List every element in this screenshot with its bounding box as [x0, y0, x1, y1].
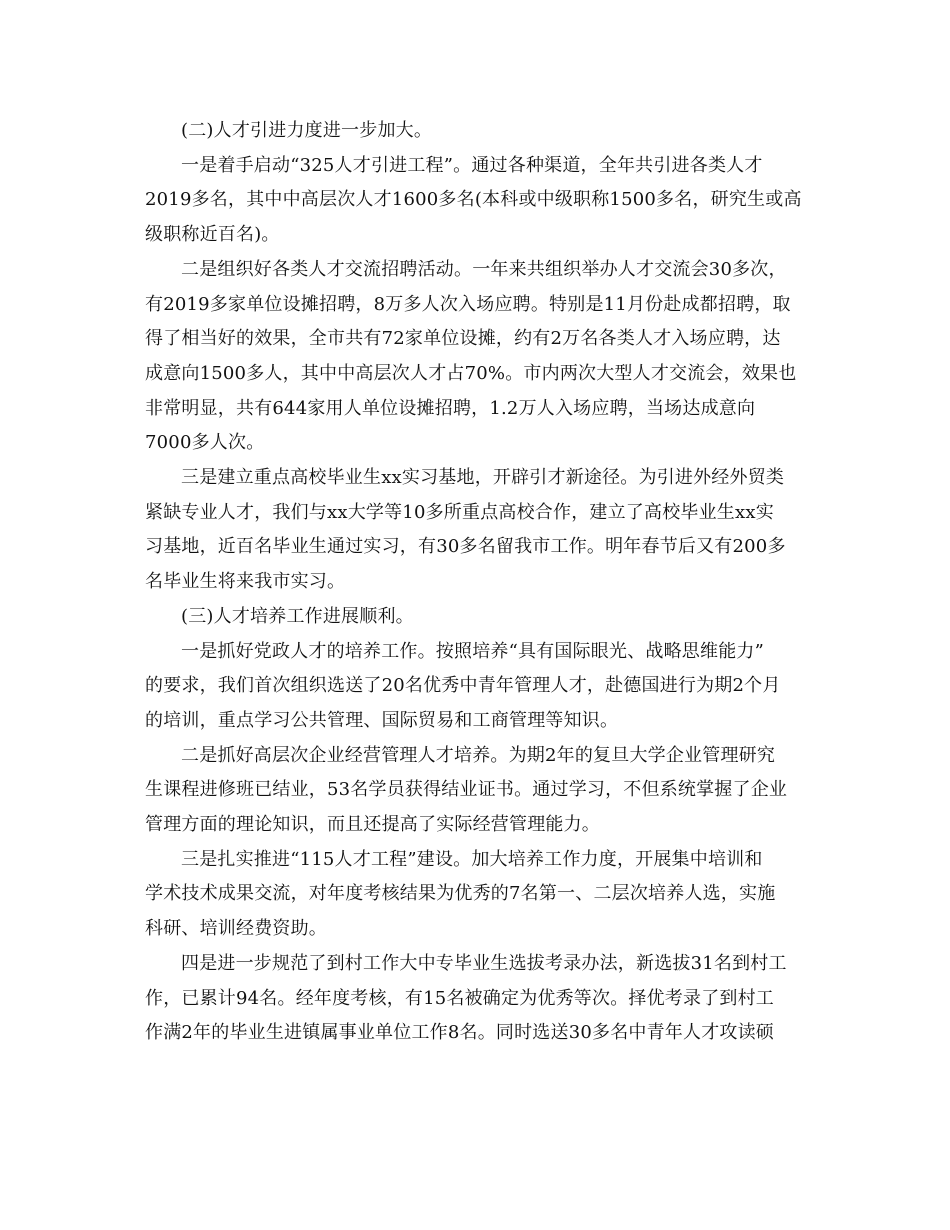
paragraph-recruitment-activities: 二是组织好各类人才交流招聘活动。一年来共组织举办人才交流会30多次， 有2019多家单位设摊招聘，8万多人次入场应聘。特别是11月份赴成都招聘，取 得了相当好的效果，全市共有72家单位设摊，约有2万名各类人才入场应聘，达 成意向1500多人，其中中高层次人才占70%。市内两次大型人才交流会，效果也 非常明显，共有644家用人单位设摊招聘，1.2万人入场应聘，当场达成意向 7000多人次。 [145, 258, 797, 454]
document-body [145, 114, 805, 1051]
paragraph-115-project: 三是扎实推进“115人才工程”建设。加大培养工作力度，开展集中培训和 学术技术成果交流，对年度考核结果为优秀的7名第一、二层次培养人选，实施 科研、培训经费资助。 [145, 848, 776, 940]
paragraph-enterprise-management-training: 二是抓好高层次企业经营管理人才培养。为期2年的复旦大学企业管理研究 生课程进修班已结业，53名学员获得结业证书。通过学习，不但系统掌握了企业 管理方面的理论知识，而且还提高了实际经营管理能力。 [145, 744, 788, 836]
section-heading-talent-introduction: (二)人才引进力度进一步加大。 [181, 120, 433, 141]
paragraph-village-graduates: 四是进一步规范了到村工作大中专毕业生选拔考录办法，新选拔31名到村工 作，已累计94名。经年度考核，有15名被确定为优秀等次。择优考录了到村工 作满2年的毕业生进镇属事业单位工作8名。同时选送30多名中青年人才攻读硕 [145, 952, 787, 1044]
paragraph-internship-base: 三是建立重点高校毕业生xx实习基地，开辟引才新途径。为引进外经外贸类 紧缺专业人才，我们与xx大学等10多所重点高校合作，建立了高校毕业生xx实 习基地，近百名毕业生通过实习，有30多名留我市工作。明年春节后又有200多 名毕业生将来我市实习。 [145, 467, 786, 593]
paragraph-325-project: 一是着手启动“325人才引进工程”。通过各种渠道，全年共引进各类人才 2019多名，其中中高层次人才1600多名(本科或中级职称1500多名，研究生或高 级职称近百名)。 [145, 154, 802, 246]
section-heading-talent-training: (三)人才培养工作进展顺利。 [181, 605, 414, 627]
paragraph-party-talent-training: 一是抓好党政人才的培养工作。按照培养“具有国际眼光、战略思维能力” 的要求，我们首次组织选送了20名优秀中青年管理人才，赴德国进行为期2个月 的培训，重点学习公共管理、国际贸易和工商管理等知识。 [145, 640, 781, 731]
